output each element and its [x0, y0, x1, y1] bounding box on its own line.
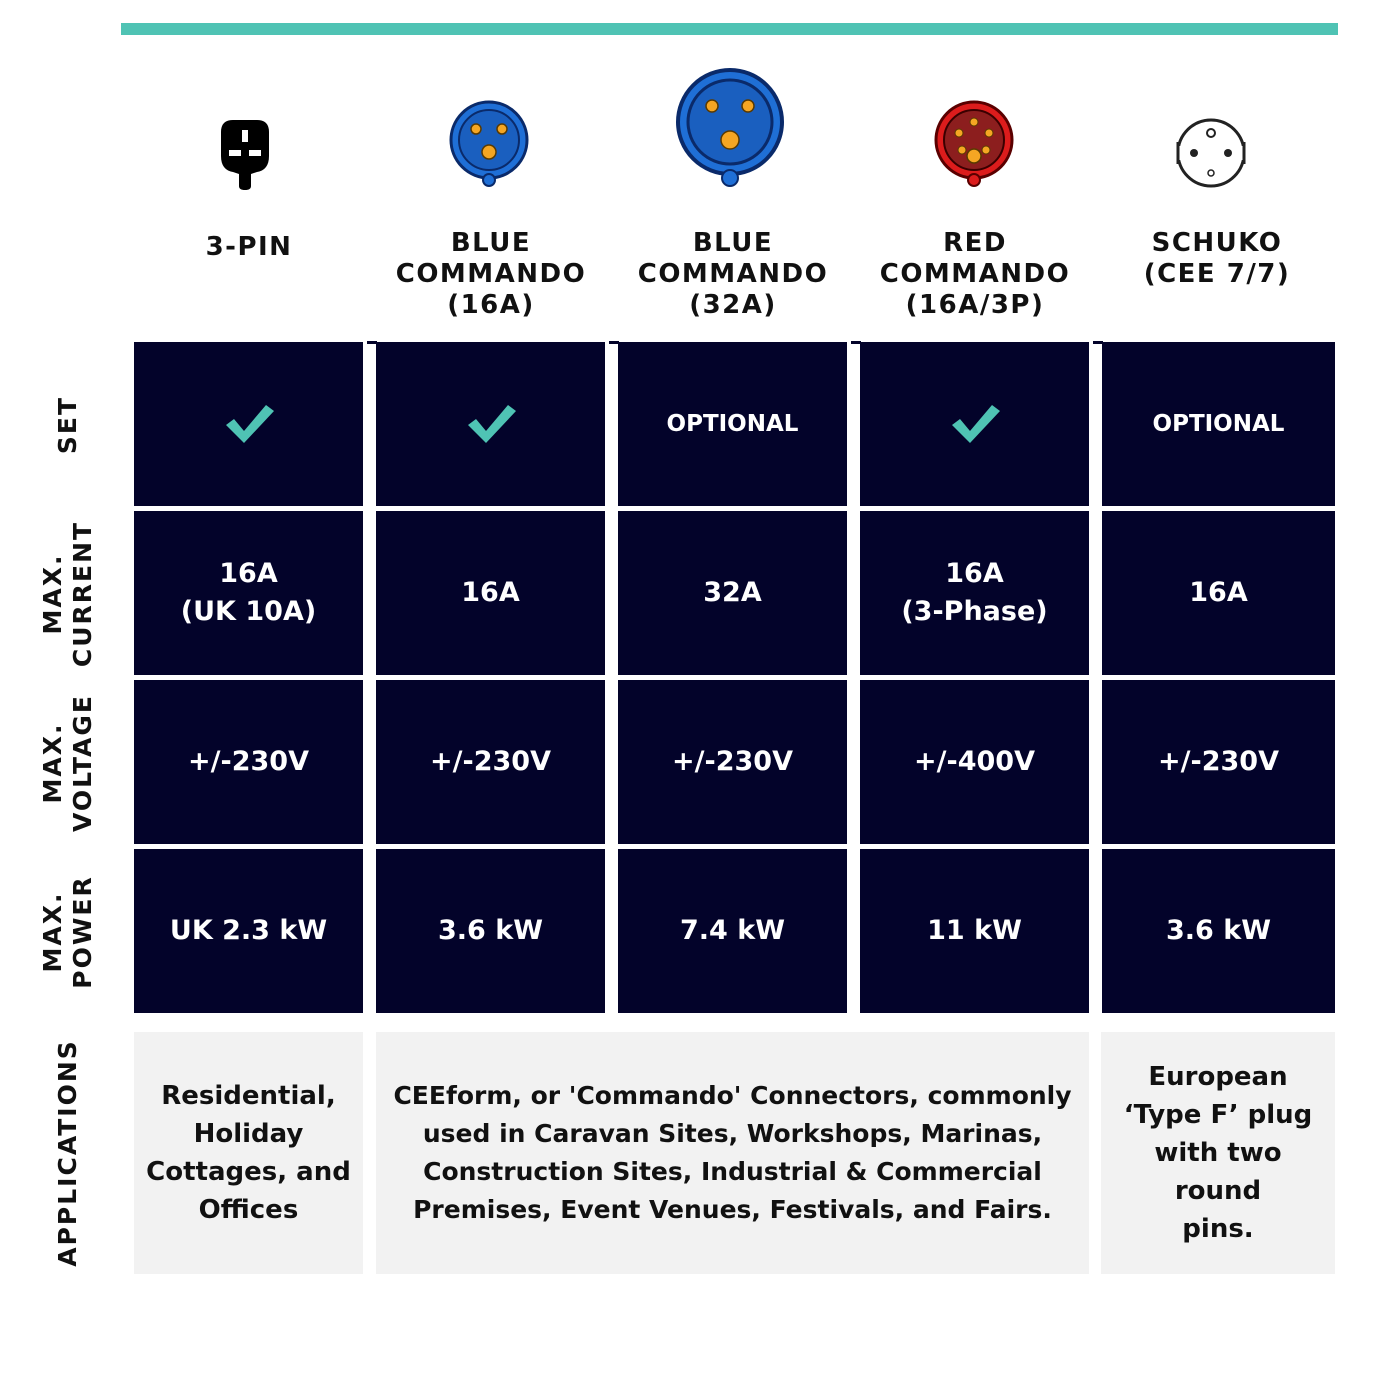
column-title-schuko: SCHUKO (CEE 7/7): [1143, 228, 1291, 289]
set-cell-blue-commando-16a: [376, 342, 605, 506]
red-commando-plug-icon: [932, 98, 1016, 188]
current-cell-blue-commando-32a: 32A: [618, 511, 847, 675]
voltage-cell-red-commando: +/-400V: [860, 680, 1089, 844]
voltage-cell-schuko: +/-230V: [1102, 680, 1335, 844]
set-cell-3-pin: [134, 342, 363, 506]
power-cell-blue-commando-16a: 3.6 kW: [376, 849, 605, 1013]
uk-3-pin-plug-icon: [213, 116, 277, 192]
check-icon: [948, 401, 1002, 447]
column-title-red-commando: RED COMMANDO (16A/3P): [879, 228, 1071, 320]
applications-cell-commando: CEEform, or 'Commando' Connectors, commonly used in Caravan Sites, Workshops, Marinas, Construction Sites, Industrial & Commercial Premises, Event Venues, Festivals, and Fairs.: [376, 1032, 1089, 1274]
column-title-blue-commando-32a: BLUE COMMANDO (32A): [637, 228, 829, 320]
set-cell-red-commando: [860, 342, 1089, 506]
applications-cell-3-pin: Residential, Holiday Cottages, and Offices: [134, 1032, 363, 1274]
blue-commando-16a-plug-icon: [447, 98, 531, 188]
current-cell-red-commando: 16A (3-Phase): [860, 511, 1089, 675]
power-cell-blue-commando-32a: 7.4 kW: [618, 849, 847, 1013]
power-cell-schuko: 3.6 kW: [1102, 849, 1335, 1013]
voltage-cell-blue-commando-16a: +/-230V: [376, 680, 605, 844]
current-cell-3-pin: 16A (UK 10A): [134, 511, 363, 675]
current-cell-schuko: 16A: [1102, 511, 1335, 675]
power-cell-3-pin: UK 2.3 kW: [134, 849, 363, 1013]
check-icon: [464, 401, 518, 447]
blue-commando-32a-plug-icon: [674, 66, 786, 188]
power-cell-red-commando: 11 kW: [860, 849, 1089, 1013]
column-title-blue-commando-16a: BLUE COMMANDO (16A): [395, 228, 587, 320]
top-accent-bar: [121, 23, 1338, 35]
check-icon: [222, 401, 276, 447]
set-cell-blue-commando-32a: OPTIONAL: [618, 342, 847, 506]
voltage-cell-3-pin: +/-230V: [134, 680, 363, 844]
applications-cell-schuko: European ‘Type F’ plug with two round pins.: [1101, 1032, 1335, 1274]
column-title-3-pin: 3-PIN: [205, 232, 293, 262]
set-cell-schuko: OPTIONAL: [1102, 342, 1335, 506]
voltage-cell-blue-commando-32a: +/-230V: [618, 680, 847, 844]
current-cell-blue-commando-16a: 16A: [376, 511, 605, 675]
schuko-socket-icon: [1174, 116, 1248, 190]
